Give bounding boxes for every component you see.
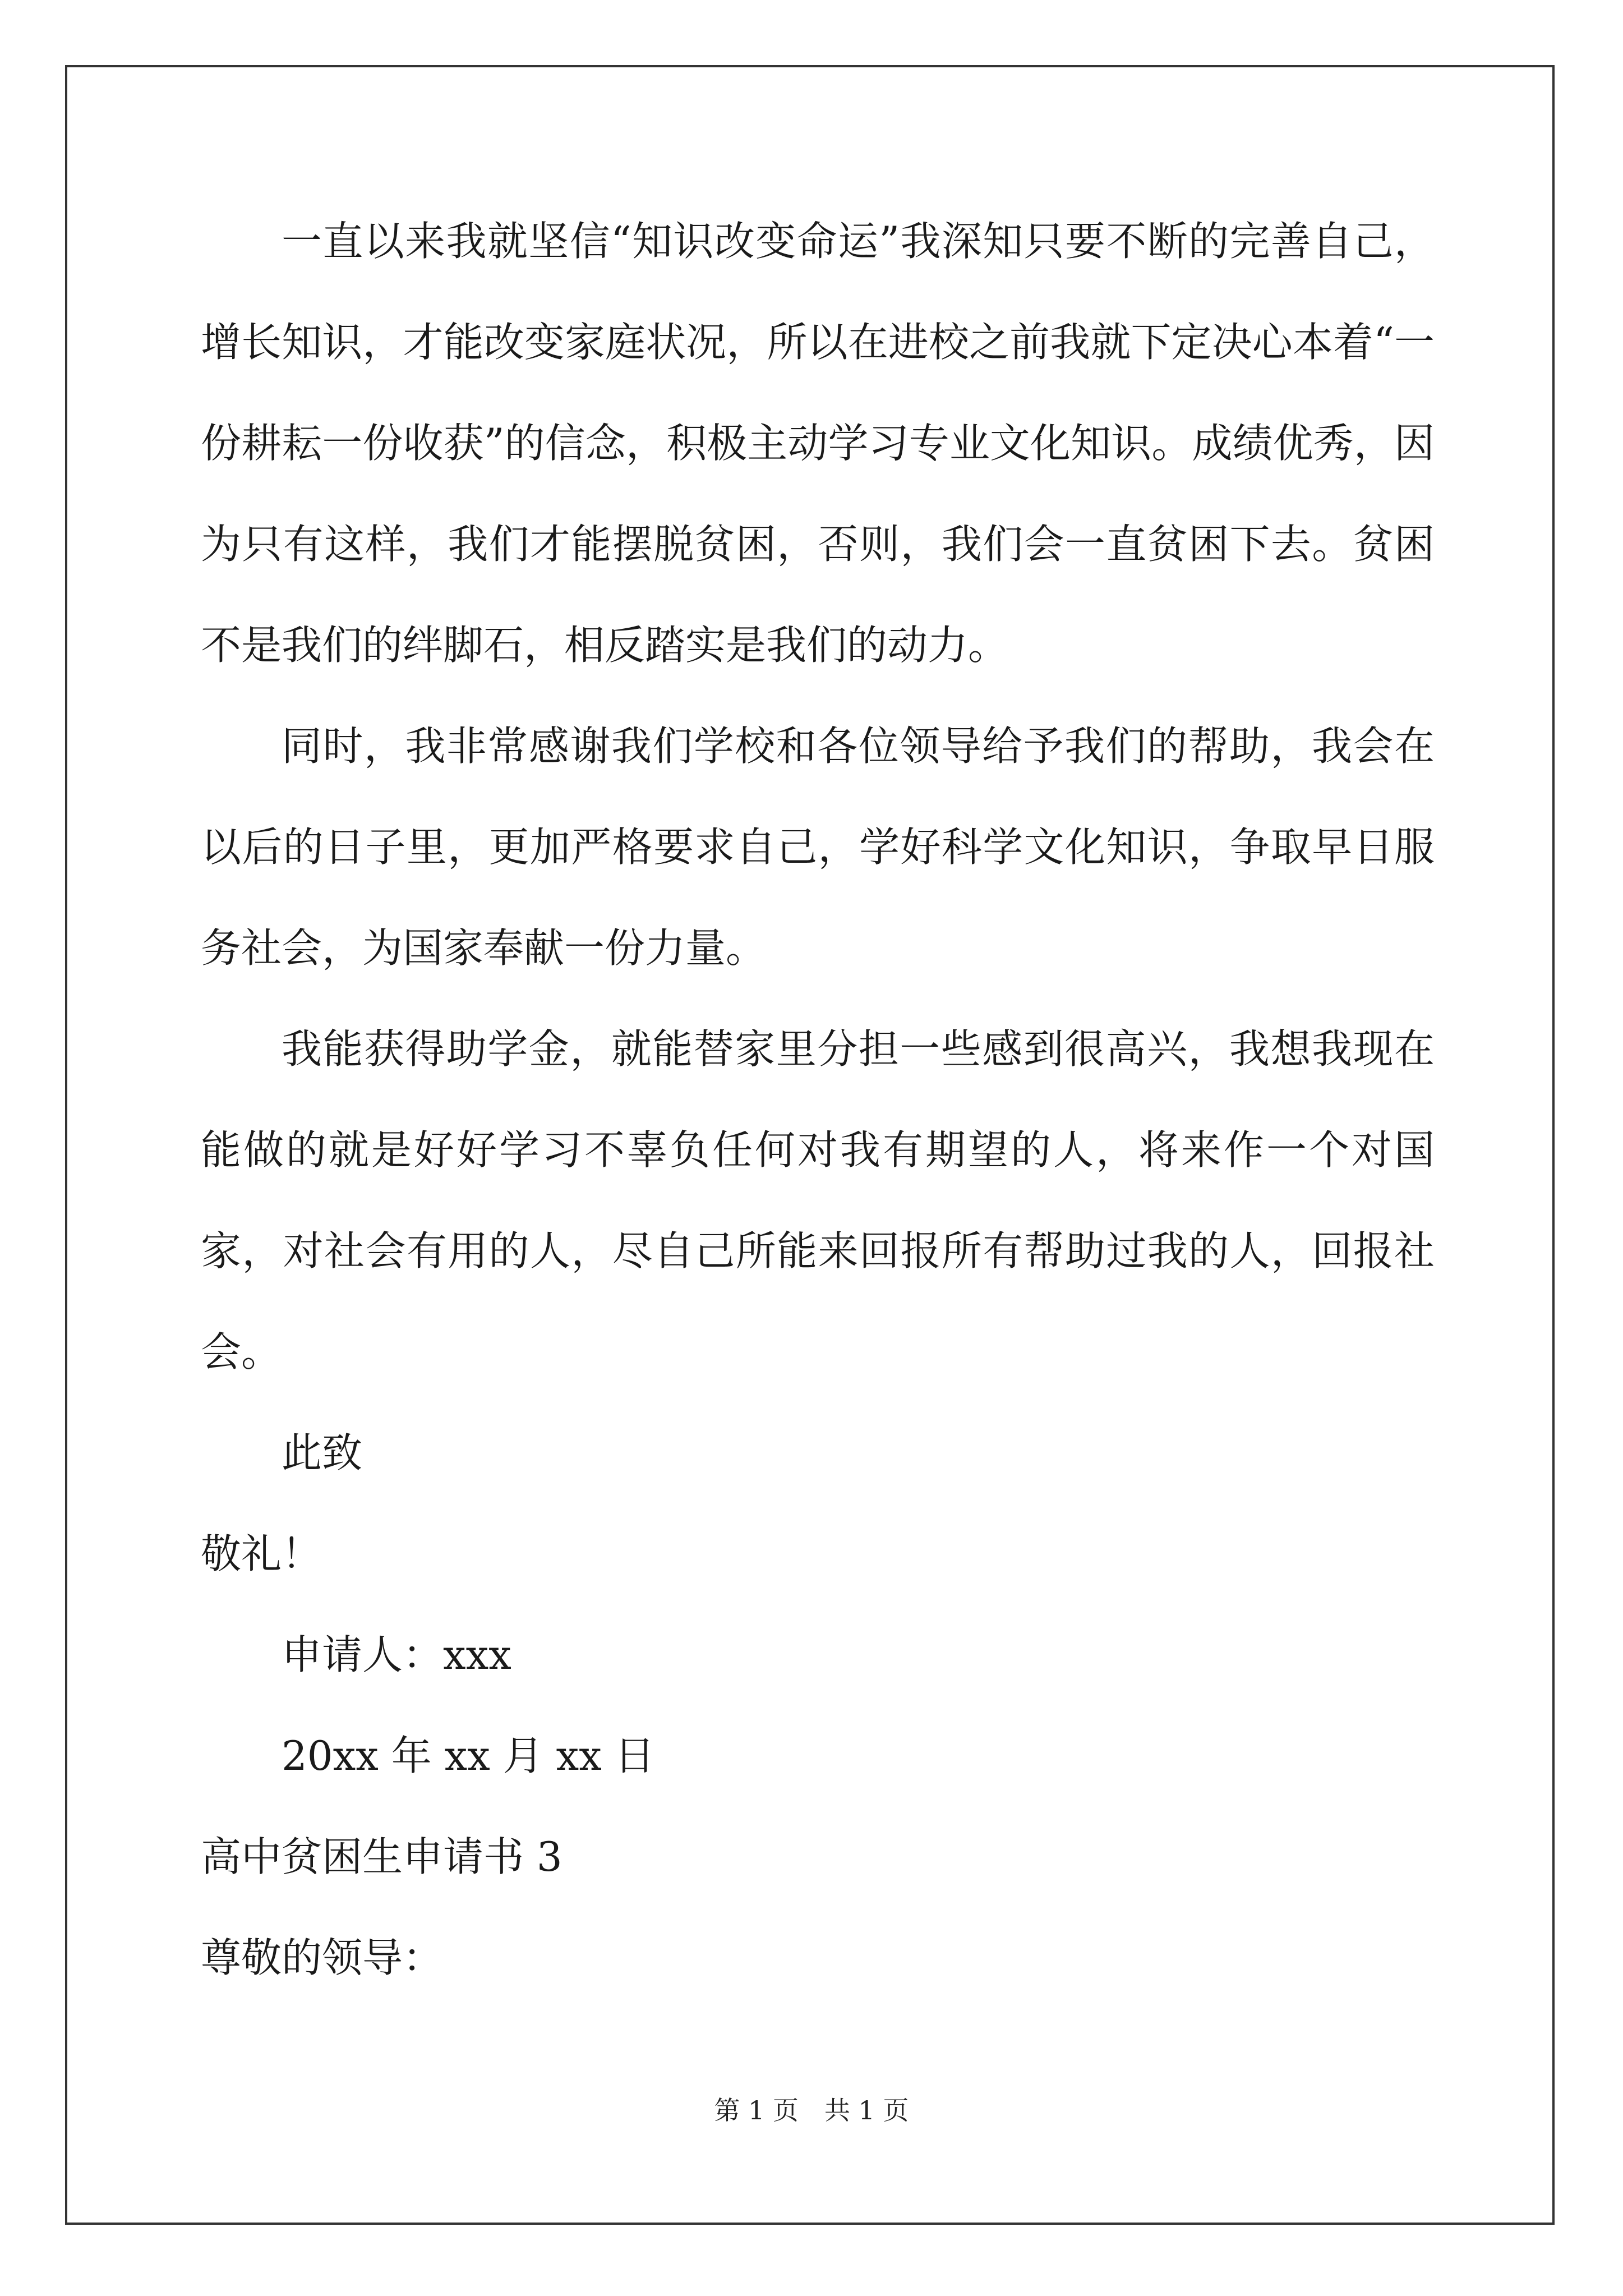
paragraph-2: 同时，我非常感谢我们学校和各位领导给予我们的帮助，我会在以后的日子里，更加严格要求自己，学好科学文化知识，争取早日服务社会，为国家奉献一份力量。: [201, 723, 1435, 972]
closing: 此致: [282, 1429, 363, 1476]
document-body: [201, 191, 1435, 2008]
date: 20xx 年 xx 月 xx 日: [282, 1732, 655, 1779]
paragraph-3: 我能获得助学金，就能替家里分担一些感到很高兴，我想我现在能做的就是好好学习不辜负任何对我有期望的人，将来作一个对国家，对社会有用的人，尽自己所能来回报所有帮助过我的人，回报社会。: [201, 1025, 1435, 1375]
next-greeting: 尊敬的领导：: [201, 1934, 444, 1981]
paragraph-1: 一直以来我就坚信“知识改变命运”我深知只要不断的完善自己，增长知识，才能改变家庭状况，所以在进校之前我就下定决心本着“一份耕耘一份收获”的信念，积极主动学习专业文化知识。成绩优秀，因为只有这样，我们才能摆脱贫困，否则，我们会一直贫困下去。贫困不是我们的绊脚石，相反踏实是我们的动力。: [201, 218, 1435, 669]
next-title: 高中贫困生申请书 3: [201, 1833, 562, 1880]
salute: 敬礼！: [201, 1530, 322, 1577]
applicant: 申请人：xxx: [282, 1631, 511, 1678]
page-footer: 第 1 页 共 1 页: [714, 2095, 909, 2125]
